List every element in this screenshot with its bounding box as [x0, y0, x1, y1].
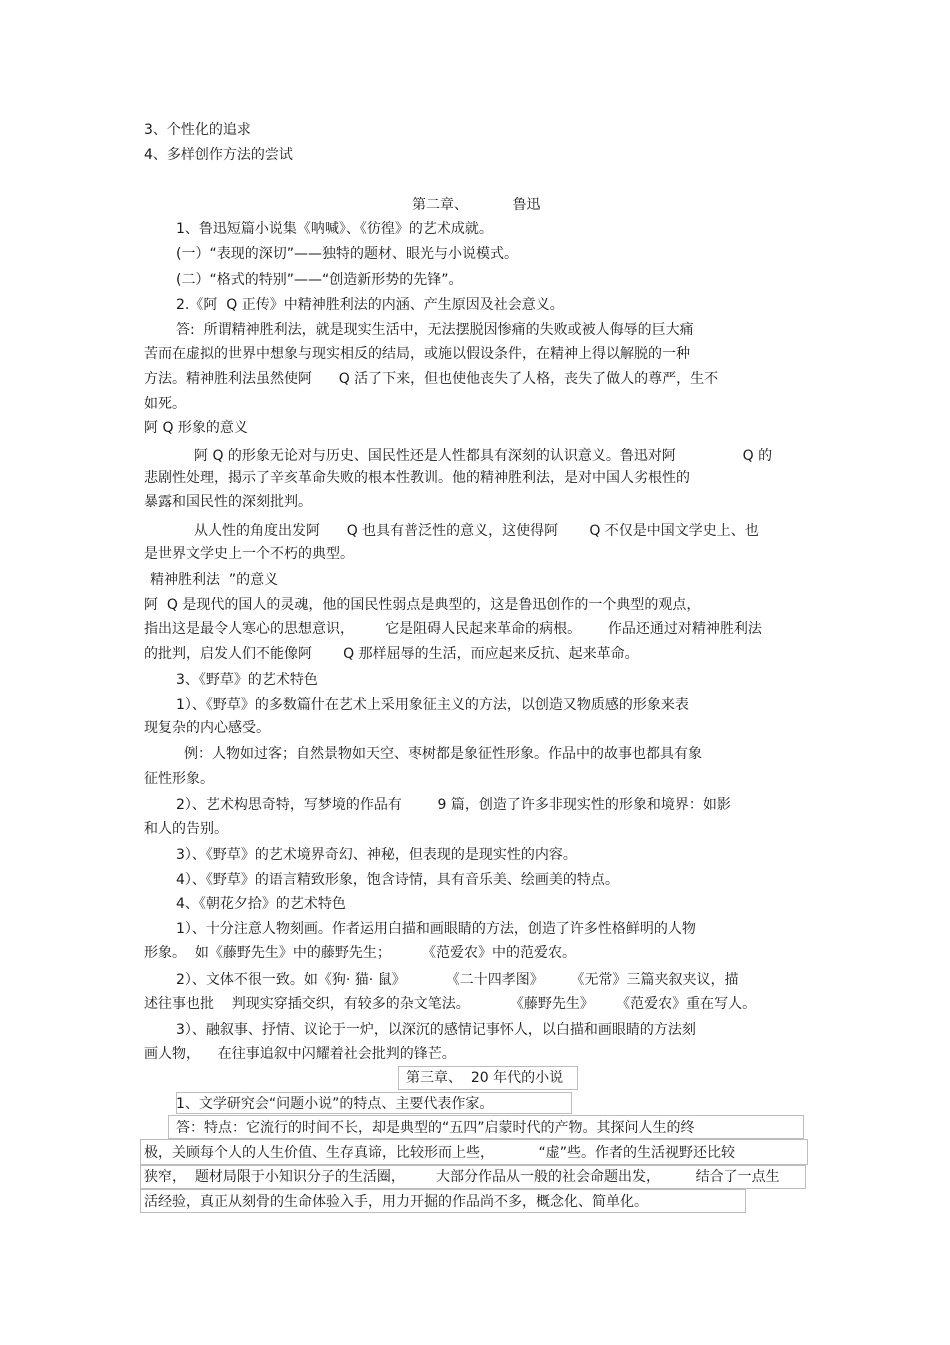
paragraph-line: 是世界文学史上一个不朽的典型。: [144, 546, 354, 562]
paragraph-line: 形象。 如《藤野先生》中的藤野先生； 《范爱农》中的范爱农。: [144, 945, 577, 961]
paragraph-line: 3）、《野草》的艺术境界奇幻、神秘，但表现的是现实性的内容。: [176, 847, 577, 863]
paragraph-line: (二）“格式的特别”——“创造新形势的先锋”。: [176, 272, 463, 288]
paragraph-line: 4）、《野草》的语言精致形象，饱含诗情，具有音乐美、绘画美的特点。: [176, 872, 619, 888]
list-item: 4、多样创作方法的尝试: [144, 147, 293, 163]
paragraph-line: 答：特点：它流行的时间不长，却是典型的“五四”启蒙时代的产物。其探问人生的终: [176, 1120, 695, 1136]
paragraph-line: 如死。: [144, 396, 186, 412]
paragraph-line: 苦而在虚拟的世界中想象与现实相反的结局，或施以假设条件，在精神上得以解脱的一种: [144, 346, 690, 362]
paragraph-line: 方法。精神胜利法虽然使阿 Q 活了下来，但也使他丧失了人格，丧失了做人的尊严，生不: [144, 371, 719, 387]
question: 3、《野草》的艺术特色: [176, 672, 318, 688]
paragraph-line: 暴露和国民性的深刻批判。: [144, 494, 312, 510]
subheading: 阿 Q 形象的意义: [144, 420, 248, 436]
question: 1、文学研究会“问题小说”的特点、主要代表作家。: [176, 1096, 494, 1112]
paragraph-line: 狭窄， 题材局限于小知识分子的生活圈， 大部分作品从一般的社会命题出发， 结合了一点生: [144, 1169, 780, 1185]
paragraph-line: 的批判，启发人们不能像阿 Q 那样屈辱的生活，而应起来反抗、起来革命。: [144, 646, 639, 662]
paragraph-line: 1）、《野草》的多数篇什在艺术上采用象征主义的方法，以创造又物质感的形象来表: [176, 697, 689, 713]
subheading: 精神胜利法 ”的意义: [150, 572, 279, 588]
chapter-heading: 第三章、 20 年代的小说: [406, 1070, 564, 1086]
question: 2.《阿 Q 正传》中精神胜利法的内涵、产生原因及社会意义。: [176, 297, 564, 313]
paragraph-line: 例：人物如过客；自然景物如天空、枣树都是象征性形象。作品中的故事也都具有象: [184, 746, 702, 762]
paragraph-line: 征性形象。: [144, 771, 214, 787]
question: 1、鲁迅短篇小说集《呐喊》、《彷徨》的艺术成就。: [176, 221, 493, 237]
paragraph-line: 2）、艺术构思奇特，写梦境的作品有 9 篇，创造了许多非现实性的形象和境界：如影: [176, 797, 731, 813]
paragraph-line: 活经验，真正从刻骨的生命体验入手，用力开掘的作品尚不多，概念化、简单化。: [144, 1194, 648, 1210]
paragraph-line: (一）“表现的深切”——独特的题材、眼光与小说模式。: [176, 246, 518, 262]
paragraph-line: 1）、十分注意人物刻画。作者运用白描和画眼睛的方法，创造了许多性格鲜明的人物: [176, 921, 696, 937]
paragraph-line: 3）、融叙事、抒情、议论于一炉，以深沉的感情记事怀人，以白描和画眼睛的方法刻: [176, 1022, 696, 1038]
paragraph-line: 现复杂的内心感受。: [144, 720, 270, 736]
paragraph-line: 指出这是最令人寒心的思想意识， 它是阻碍人民起来革命的病根。 作品还通过对精神胜利法: [144, 621, 762, 637]
list-item: 3、个性化的追求: [144, 122, 251, 138]
paragraph-line: 和人的告别。: [144, 821, 228, 837]
paragraph-line: 从人性的角度出发阿 Q 也具有普泛性的意义，这使得阿 Q 不仅是中国文学史上、也: [194, 523, 759, 539]
paragraph-line: 画人物， 在往事追叙中闪耀着社会批判的锋芒。: [144, 1046, 456, 1062]
paragraph-line: 悲剧性处理，揭示了辛亥革命失败的根本性教训。他的精神胜利法，是对中国人劣根性的: [144, 470, 690, 486]
question: 4、《朝花夕拾》的艺术特色: [176, 896, 346, 912]
paragraph-line: 阿 Q 是现代的国人的灵魂，他的国民性弱点是典型的，这是鲁迅创作的一个典型的观点，: [144, 597, 701, 613]
paragraph-line: 2）、文体不很一致。如《狗· 猫· 鼠》 《二十四孝图》 《无常》三篇夹叙夹议，描: [176, 972, 739, 988]
paragraph-line: 述往事也批 判现实穿插交织，有较多的杂文笔法。 《藤野先生》 《范爱农》重在写人。: [144, 996, 757, 1012]
chapter-heading: 第二章、 鲁迅: [412, 197, 541, 213]
paragraph-line: 阿 Q 的形象无论对与历史、国民性还是人性都具有深刻的认识意义。鲁迅对阿 Q 的: [194, 448, 773, 464]
paragraph-line: 答: 所谓精神胜利法，就是现实生活中，无法摆脱因惨痛的失败或被人侮辱的巨大痛: [176, 322, 694, 338]
paragraph-line: 极，关顾每个人的人生价值、生存真谛，比较形而上些， “虚”些。作者的生活视野还比较: [144, 1145, 736, 1161]
